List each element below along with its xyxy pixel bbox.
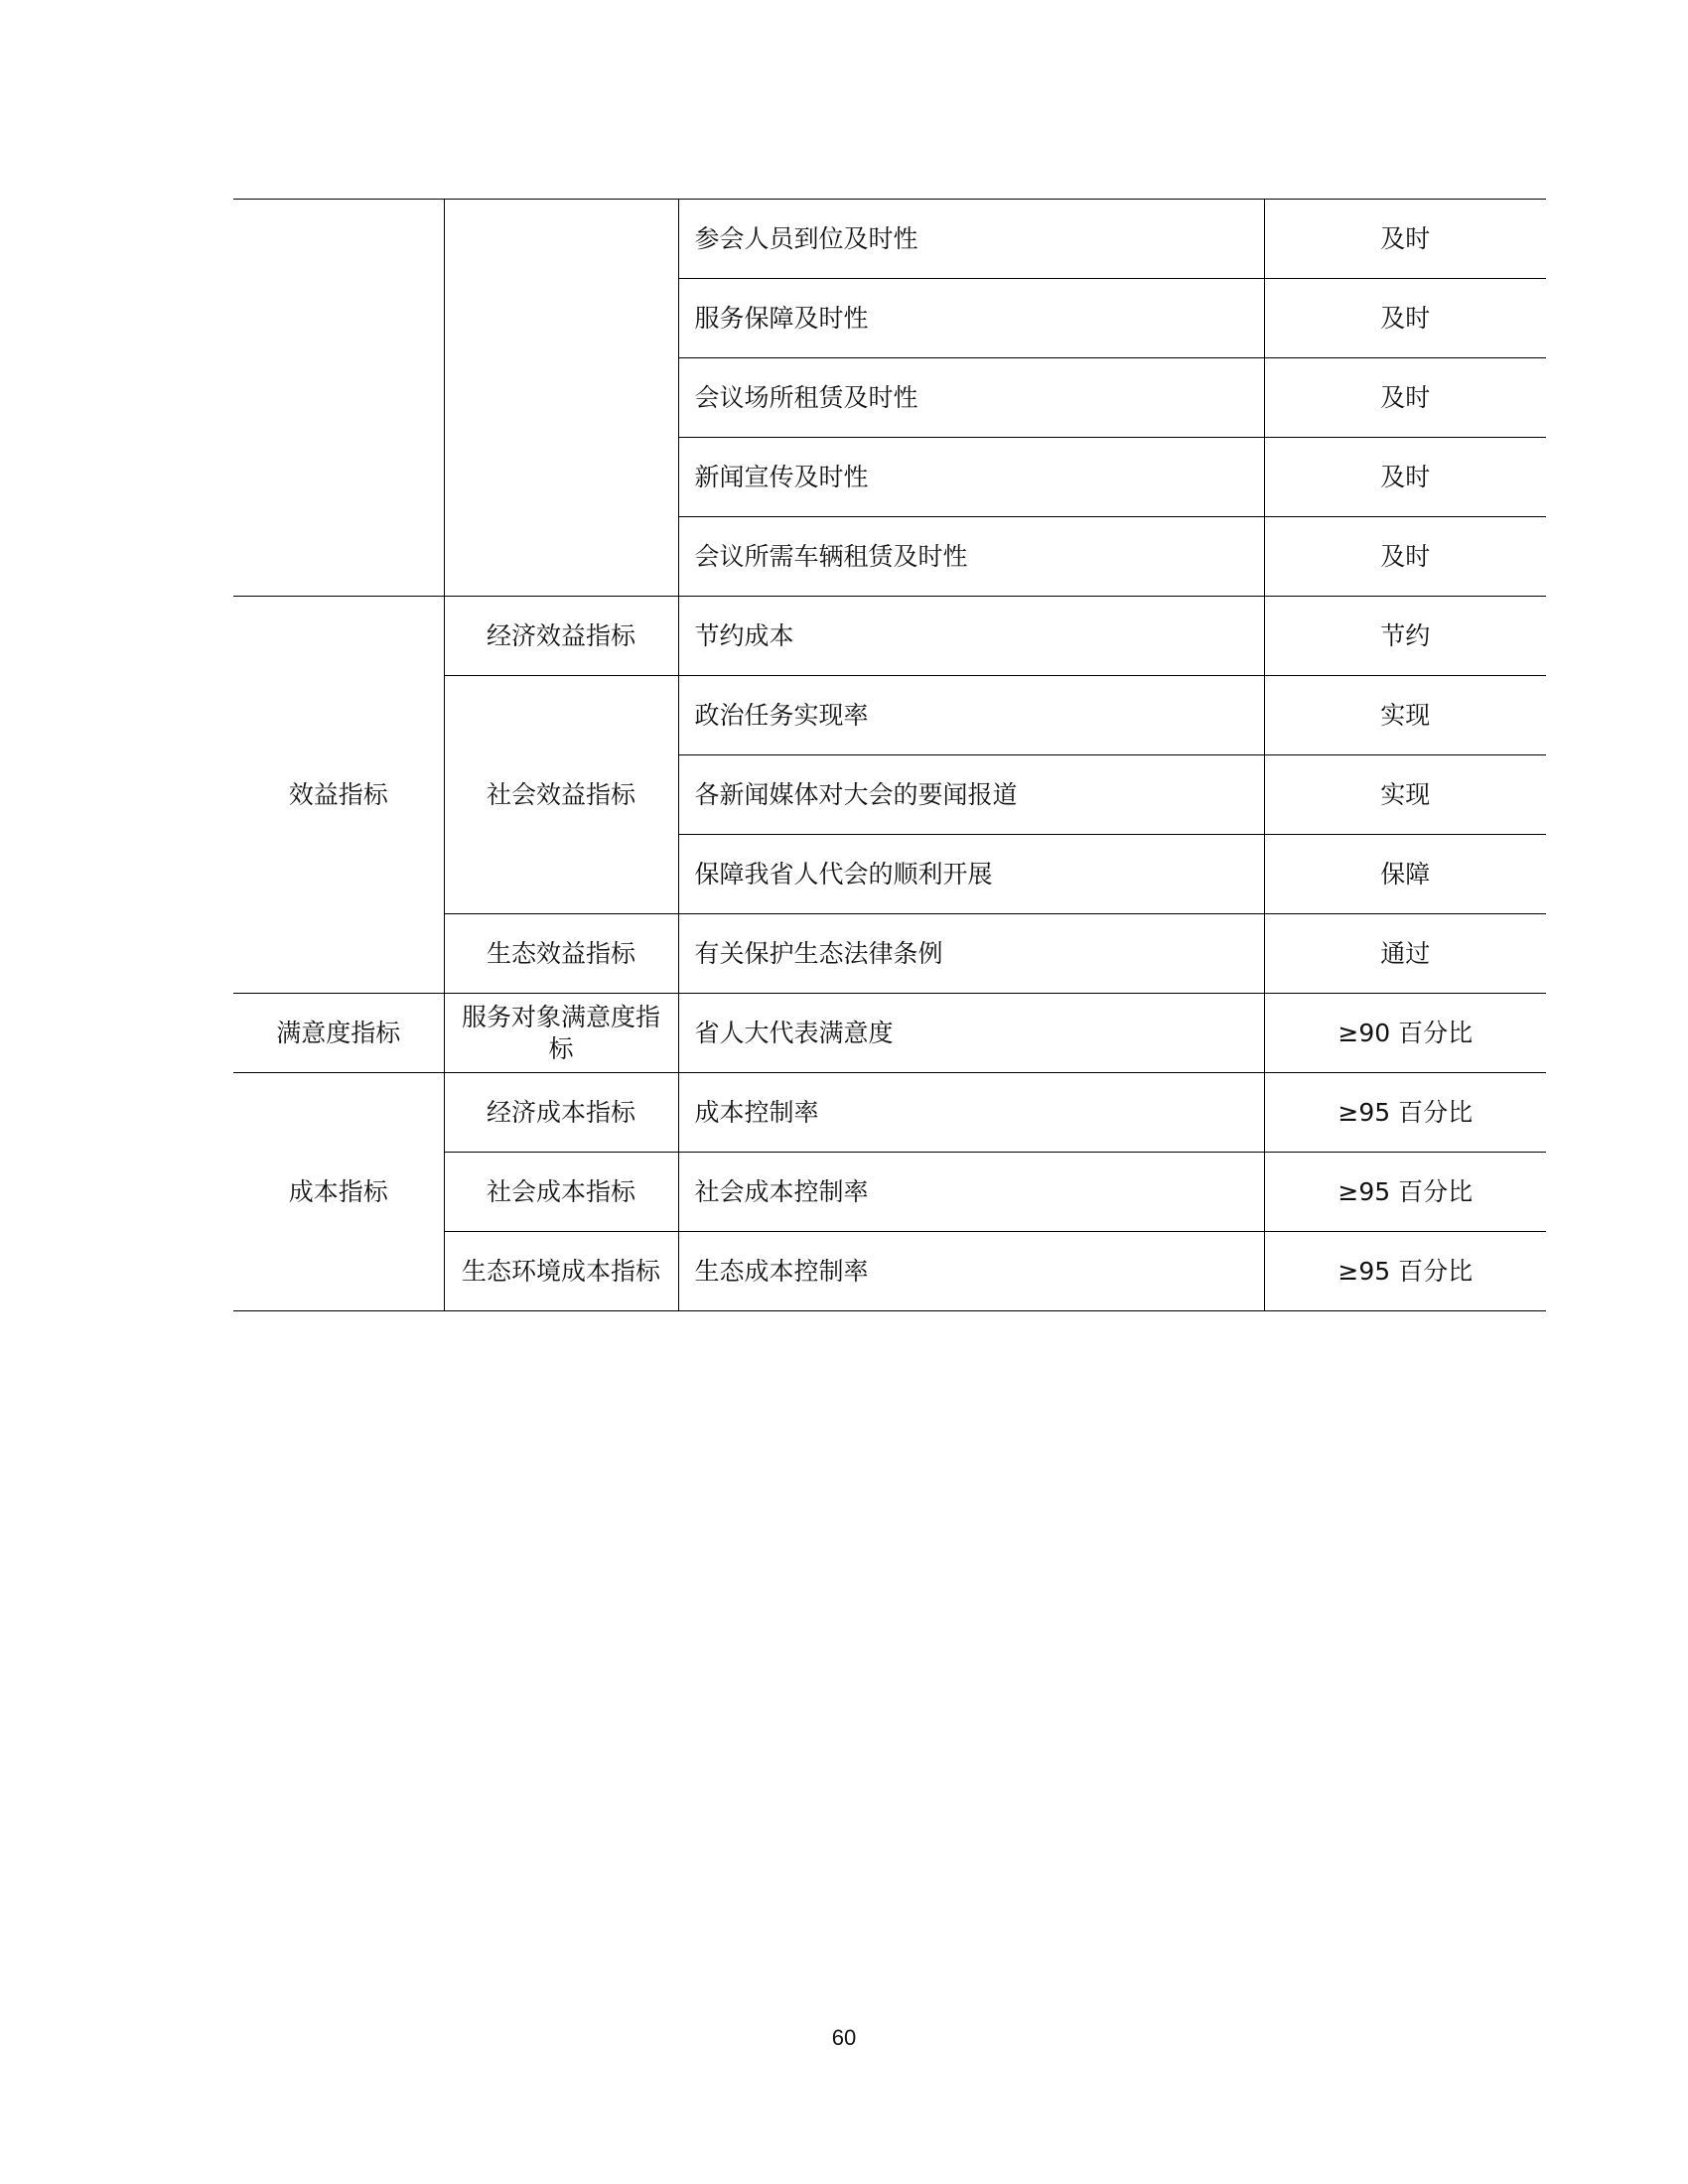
indicator-cell: 有关保护生态法律条例 bbox=[678, 914, 1264, 994]
indicator-cell: 参会人员到位及时性 bbox=[678, 200, 1264, 279]
indicator-cell: 社会成本控制率 bbox=[678, 1153, 1264, 1232]
table-row bbox=[233, 200, 1546, 279]
indicator-cell: 服务保障及时性 bbox=[678, 279, 1264, 358]
category-cell-benefit: 效益指标 bbox=[233, 597, 444, 994]
subcategory-cell-ecological-benefit: 生态效益指标 bbox=[444, 914, 678, 994]
indicator-cell: 节约成本 bbox=[678, 597, 1264, 676]
value-cell: 及时 bbox=[1264, 200, 1546, 279]
value-cell: 及时 bbox=[1264, 279, 1546, 358]
value-cell: 通过 bbox=[1264, 914, 1546, 994]
value-cell: 节约 bbox=[1264, 597, 1546, 676]
indicator-cell: 会议场所租赁及时性 bbox=[678, 358, 1264, 438]
value-cell: 保障 bbox=[1264, 835, 1546, 914]
indicator-cell: 政治任务实现率 bbox=[678, 676, 1264, 755]
value-cell: ≥95 百分比 bbox=[1264, 1153, 1546, 1232]
subcategory-cell-social-benefit: 社会效益指标 bbox=[444, 676, 678, 914]
table-row bbox=[233, 994, 1546, 1073]
indicator-cell: 各新闻媒体对大会的要闻报道 bbox=[678, 755, 1264, 835]
performance-indicator-table bbox=[233, 199, 1546, 1311]
subcategory-cell-empty bbox=[444, 200, 678, 597]
indicator-cell: 新闻宣传及时性 bbox=[678, 438, 1264, 517]
indicator-cell: 生态成本控制率 bbox=[678, 1232, 1264, 1311]
subcategory-cell-ecological-cost: 生态环境成本指标 bbox=[444, 1232, 678, 1311]
subcategory-cell-economic-benefit: 经济效益指标 bbox=[444, 597, 678, 676]
value-cell: ≥95 百分比 bbox=[1264, 1073, 1546, 1153]
value-cell: 实现 bbox=[1264, 676, 1546, 755]
category-cell-cost: 成本指标 bbox=[233, 1073, 444, 1311]
page-number: 60 bbox=[831, 2025, 857, 2050]
indicator-cell: 保障我省人代会的顺利开展 bbox=[678, 835, 1264, 914]
value-cell: 及时 bbox=[1264, 358, 1546, 438]
table-row bbox=[233, 597, 1546, 676]
value-cell: 实现 bbox=[1264, 755, 1546, 835]
indicator-cell: 省人大代表满意度 bbox=[678, 994, 1264, 1073]
subcategory-cell-service-satisfaction: 服务对象满意度指标 bbox=[444, 994, 678, 1073]
value-cell: ≥95 百分比 bbox=[1264, 1232, 1546, 1311]
subcategory-cell-economic-cost: 经济成本指标 bbox=[444, 1073, 678, 1153]
indicator-cell: 会议所需车辆租赁及时性 bbox=[678, 517, 1264, 597]
value-cell: 及时 bbox=[1264, 517, 1546, 597]
category-cell-satisfaction: 满意度指标 bbox=[233, 994, 444, 1073]
table-row bbox=[233, 1073, 1546, 1153]
subcategory-cell-social-cost: 社会成本指标 bbox=[444, 1153, 678, 1232]
indicator-cell: 成本控制率 bbox=[678, 1073, 1264, 1153]
value-cell: 及时 bbox=[1264, 438, 1546, 517]
value-cell: ≥90 百分比 bbox=[1264, 994, 1546, 1073]
category-cell-empty bbox=[233, 200, 444, 597]
